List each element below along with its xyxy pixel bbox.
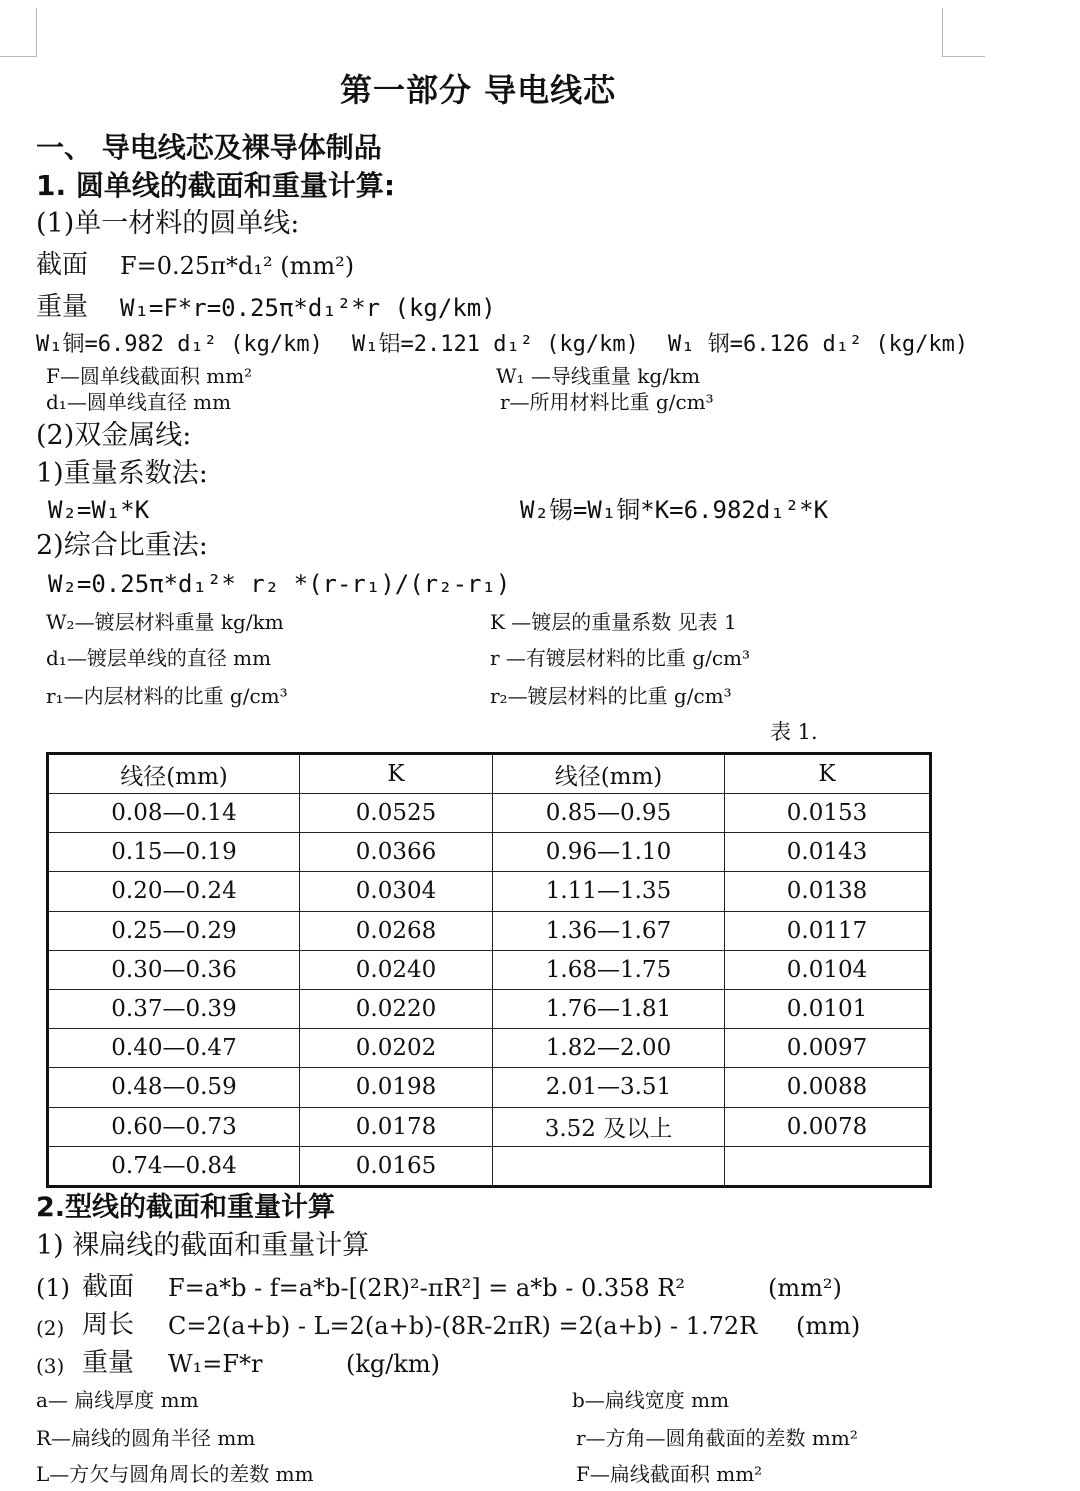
table-row bbox=[48, 1146, 931, 1186]
steel-weight: W₁ 钢=6.126 d₁² (kg/km) bbox=[668, 332, 969, 357]
legend-item: W₂—镀层材料重量 kg/km bbox=[46, 610, 284, 634]
table-cell: 0.0078 bbox=[725, 1107, 931, 1146]
table-header-cell: K bbox=[300, 754, 493, 794]
section-heading-1: 一、 导电线芯及裸导体制品 bbox=[36, 131, 382, 164]
table-cell: 0.25—0.29 bbox=[48, 911, 300, 950]
method1-formula: W₂=W₁*K bbox=[48, 496, 150, 524]
single-material-heading: (1)单一材料的圆单线: bbox=[36, 208, 300, 239]
table-cell: 0.0178 bbox=[300, 1107, 493, 1146]
legend-item: r₁—内层材料的比重 g/cm³ bbox=[46, 684, 288, 708]
table-cell: 0.74—0.84 bbox=[48, 1146, 300, 1186]
method1-heading: 1)重量系数法: bbox=[36, 458, 208, 489]
table-header-cell: K bbox=[725, 754, 931, 794]
table-cell: 0.20—0.24 bbox=[48, 872, 300, 911]
page-corner-mark-right bbox=[942, 8, 985, 57]
table-cell: 0.0104 bbox=[725, 950, 931, 989]
flat-perimeter-unit: (mm) bbox=[796, 1312, 861, 1340]
bimetal-heading: (2)双金属线: bbox=[36, 420, 192, 451]
table-cell: 0.15—0.19 bbox=[48, 833, 300, 872]
table-cell: 0.30—0.36 bbox=[48, 950, 300, 989]
flat-area-unit: (mm²) bbox=[768, 1274, 842, 1302]
legend-item: F—圆单线截面积 mm² bbox=[46, 364, 253, 388]
table-cell bbox=[725, 1146, 931, 1186]
flat-wire-heading: 1) 裸扁线的截面和重量计算 bbox=[36, 1230, 370, 1261]
table-cell: 0.0138 bbox=[725, 872, 931, 911]
table-cell: 1.36—1.67 bbox=[493, 911, 725, 950]
legend-item: d₁—镀层单线的直径 mm bbox=[46, 646, 272, 670]
method2-formula: W₂=0.25π*d₁²* r₂ *(r-r₁)/(r₂-r₁) bbox=[48, 570, 511, 598]
table-cell: 0.0240 bbox=[300, 950, 493, 989]
subsection-heading-1: 1. 圆单线的截面和重量计算: bbox=[36, 169, 396, 202]
page-corner-mark-left bbox=[0, 8, 37, 57]
table-cell: 0.0088 bbox=[725, 1068, 931, 1107]
method1-tin-formula: W₂锡=W₁铜*K=6.982d₁²*K bbox=[520, 496, 829, 524]
legend-item: K —镀层的重量系数 见表 1 bbox=[490, 610, 737, 634]
legend-item: r —有镀层材料的比重 g/cm³ bbox=[490, 646, 750, 670]
flat-area-label: 截面 bbox=[82, 1272, 135, 1302]
flat-weight-unit: (kg/km) bbox=[346, 1350, 441, 1378]
table-cell: 0.0268 bbox=[300, 911, 493, 950]
table-cell: 0.60—0.73 bbox=[48, 1107, 300, 1146]
table-header-row bbox=[48, 754, 931, 794]
area-item-number: (1) bbox=[36, 1274, 70, 1302]
table-caption: 表 1. bbox=[770, 720, 818, 744]
table-cell: 0.0366 bbox=[300, 833, 493, 872]
legend-item: F—扁线截面积 mm² bbox=[576, 1462, 763, 1486]
weight-formula: W₁=F*r=0.25π*d₁²*r (kg/km) bbox=[120, 294, 496, 322]
table-cell: 0.0117 bbox=[725, 911, 931, 950]
table-cell: 0.0202 bbox=[300, 1029, 493, 1068]
table-cell: 0.0165 bbox=[300, 1146, 493, 1186]
legend-item: d₁—圆单线直径 mm bbox=[46, 390, 232, 414]
subsection-heading-2: 2.型线的截面和重量计算 bbox=[36, 1192, 336, 1223]
copper-weight: W₁铜=6.982 d₁² (kg/km) bbox=[36, 332, 323, 357]
table-cell: 3.52 及以上 bbox=[493, 1107, 725, 1146]
table-cell: 0.0153 bbox=[725, 794, 931, 833]
flat-weight-formula: W₁=F*r bbox=[168, 1350, 263, 1378]
flat-perimeter-label: 周长 bbox=[82, 1310, 135, 1340]
table-cell: 1.68—1.75 bbox=[493, 950, 725, 989]
flat-perimeter-formula: C=2(a+b) - L=2(a+b)-(8R-2πR) =2(a+b) - 1.72R bbox=[168, 1312, 758, 1340]
legend-item: r—所用材料比重 g/cm³ bbox=[500, 390, 714, 414]
document-title: 第一部分 导电线芯 bbox=[340, 71, 617, 109]
table-row bbox=[48, 950, 931, 989]
table-cell: 0.85—0.95 bbox=[493, 794, 725, 833]
table-row bbox=[48, 872, 931, 911]
table-cell: 0.0198 bbox=[300, 1068, 493, 1107]
weight-coefficient-table bbox=[46, 752, 932, 1188]
legend-item: R—扁线的圆角半径 mm bbox=[36, 1426, 256, 1450]
table-cell: 0.08—0.14 bbox=[48, 794, 300, 833]
legend-item: W₁ —导线重量 kg/km bbox=[496, 364, 701, 388]
table-cell: 0.0220 bbox=[300, 989, 493, 1028]
weight-label: 重量 bbox=[36, 292, 89, 322]
table-cell: 0.0143 bbox=[725, 833, 931, 872]
table-row bbox=[48, 1068, 931, 1107]
aluminum-weight: W₁铝=2.121 d₁² (kg/km) bbox=[352, 332, 639, 357]
legend-item: L—方欠与圆角周长的差数 mm bbox=[36, 1462, 314, 1486]
table-cell: 1.76—1.81 bbox=[493, 989, 725, 1028]
table-header-cell: 线径(mm) bbox=[493, 754, 725, 794]
legend-item: a— 扁线厚度 mm bbox=[36, 1388, 199, 1412]
table-cell bbox=[493, 1146, 725, 1186]
area-label: 截面 bbox=[36, 250, 89, 280]
table-cell: 1.11—1.35 bbox=[493, 872, 725, 911]
perimeter-item-number: (2) bbox=[36, 1316, 65, 1340]
legend-item: b—扁线宽度 mm bbox=[572, 1388, 730, 1412]
table-row bbox=[48, 989, 931, 1028]
table-cell: 0.0525 bbox=[300, 794, 493, 833]
table-row bbox=[48, 833, 931, 872]
table-cell: 0.48—0.59 bbox=[48, 1068, 300, 1107]
table-cell: 0.0304 bbox=[300, 872, 493, 911]
table-cell: 0.40—0.47 bbox=[48, 1029, 300, 1068]
weight-item-number: (3) bbox=[36, 1354, 65, 1378]
table-row bbox=[48, 1107, 931, 1146]
table-cell: 2.01—3.51 bbox=[493, 1068, 725, 1107]
flat-area-formula: F=a*b - f=a*b-[(2R)²-πR²] = a*b - 0.358 R² bbox=[168, 1274, 685, 1302]
legend-item: r—方角—圆角截面的差数 mm² bbox=[576, 1426, 858, 1450]
flat-weight-label: 重量 bbox=[82, 1348, 135, 1378]
table-cell: 0.37—0.39 bbox=[48, 989, 300, 1028]
table-cell: 1.82—2.00 bbox=[493, 1029, 725, 1068]
area-formula: F=0.25π*d₁² (mm²) bbox=[120, 252, 355, 280]
table-row bbox=[48, 911, 931, 950]
legend-item: r₂—镀层材料的比重 g/cm³ bbox=[490, 684, 732, 708]
table-row bbox=[48, 794, 931, 833]
table-cell: 0.96—1.10 bbox=[493, 833, 725, 872]
table-row bbox=[48, 1029, 931, 1068]
table-cell: 0.0097 bbox=[725, 1029, 931, 1068]
table-cell: 0.0101 bbox=[725, 989, 931, 1028]
method2-heading: 2)综合比重法: bbox=[36, 530, 208, 561]
table-header-cell: 线径(mm) bbox=[48, 754, 300, 794]
